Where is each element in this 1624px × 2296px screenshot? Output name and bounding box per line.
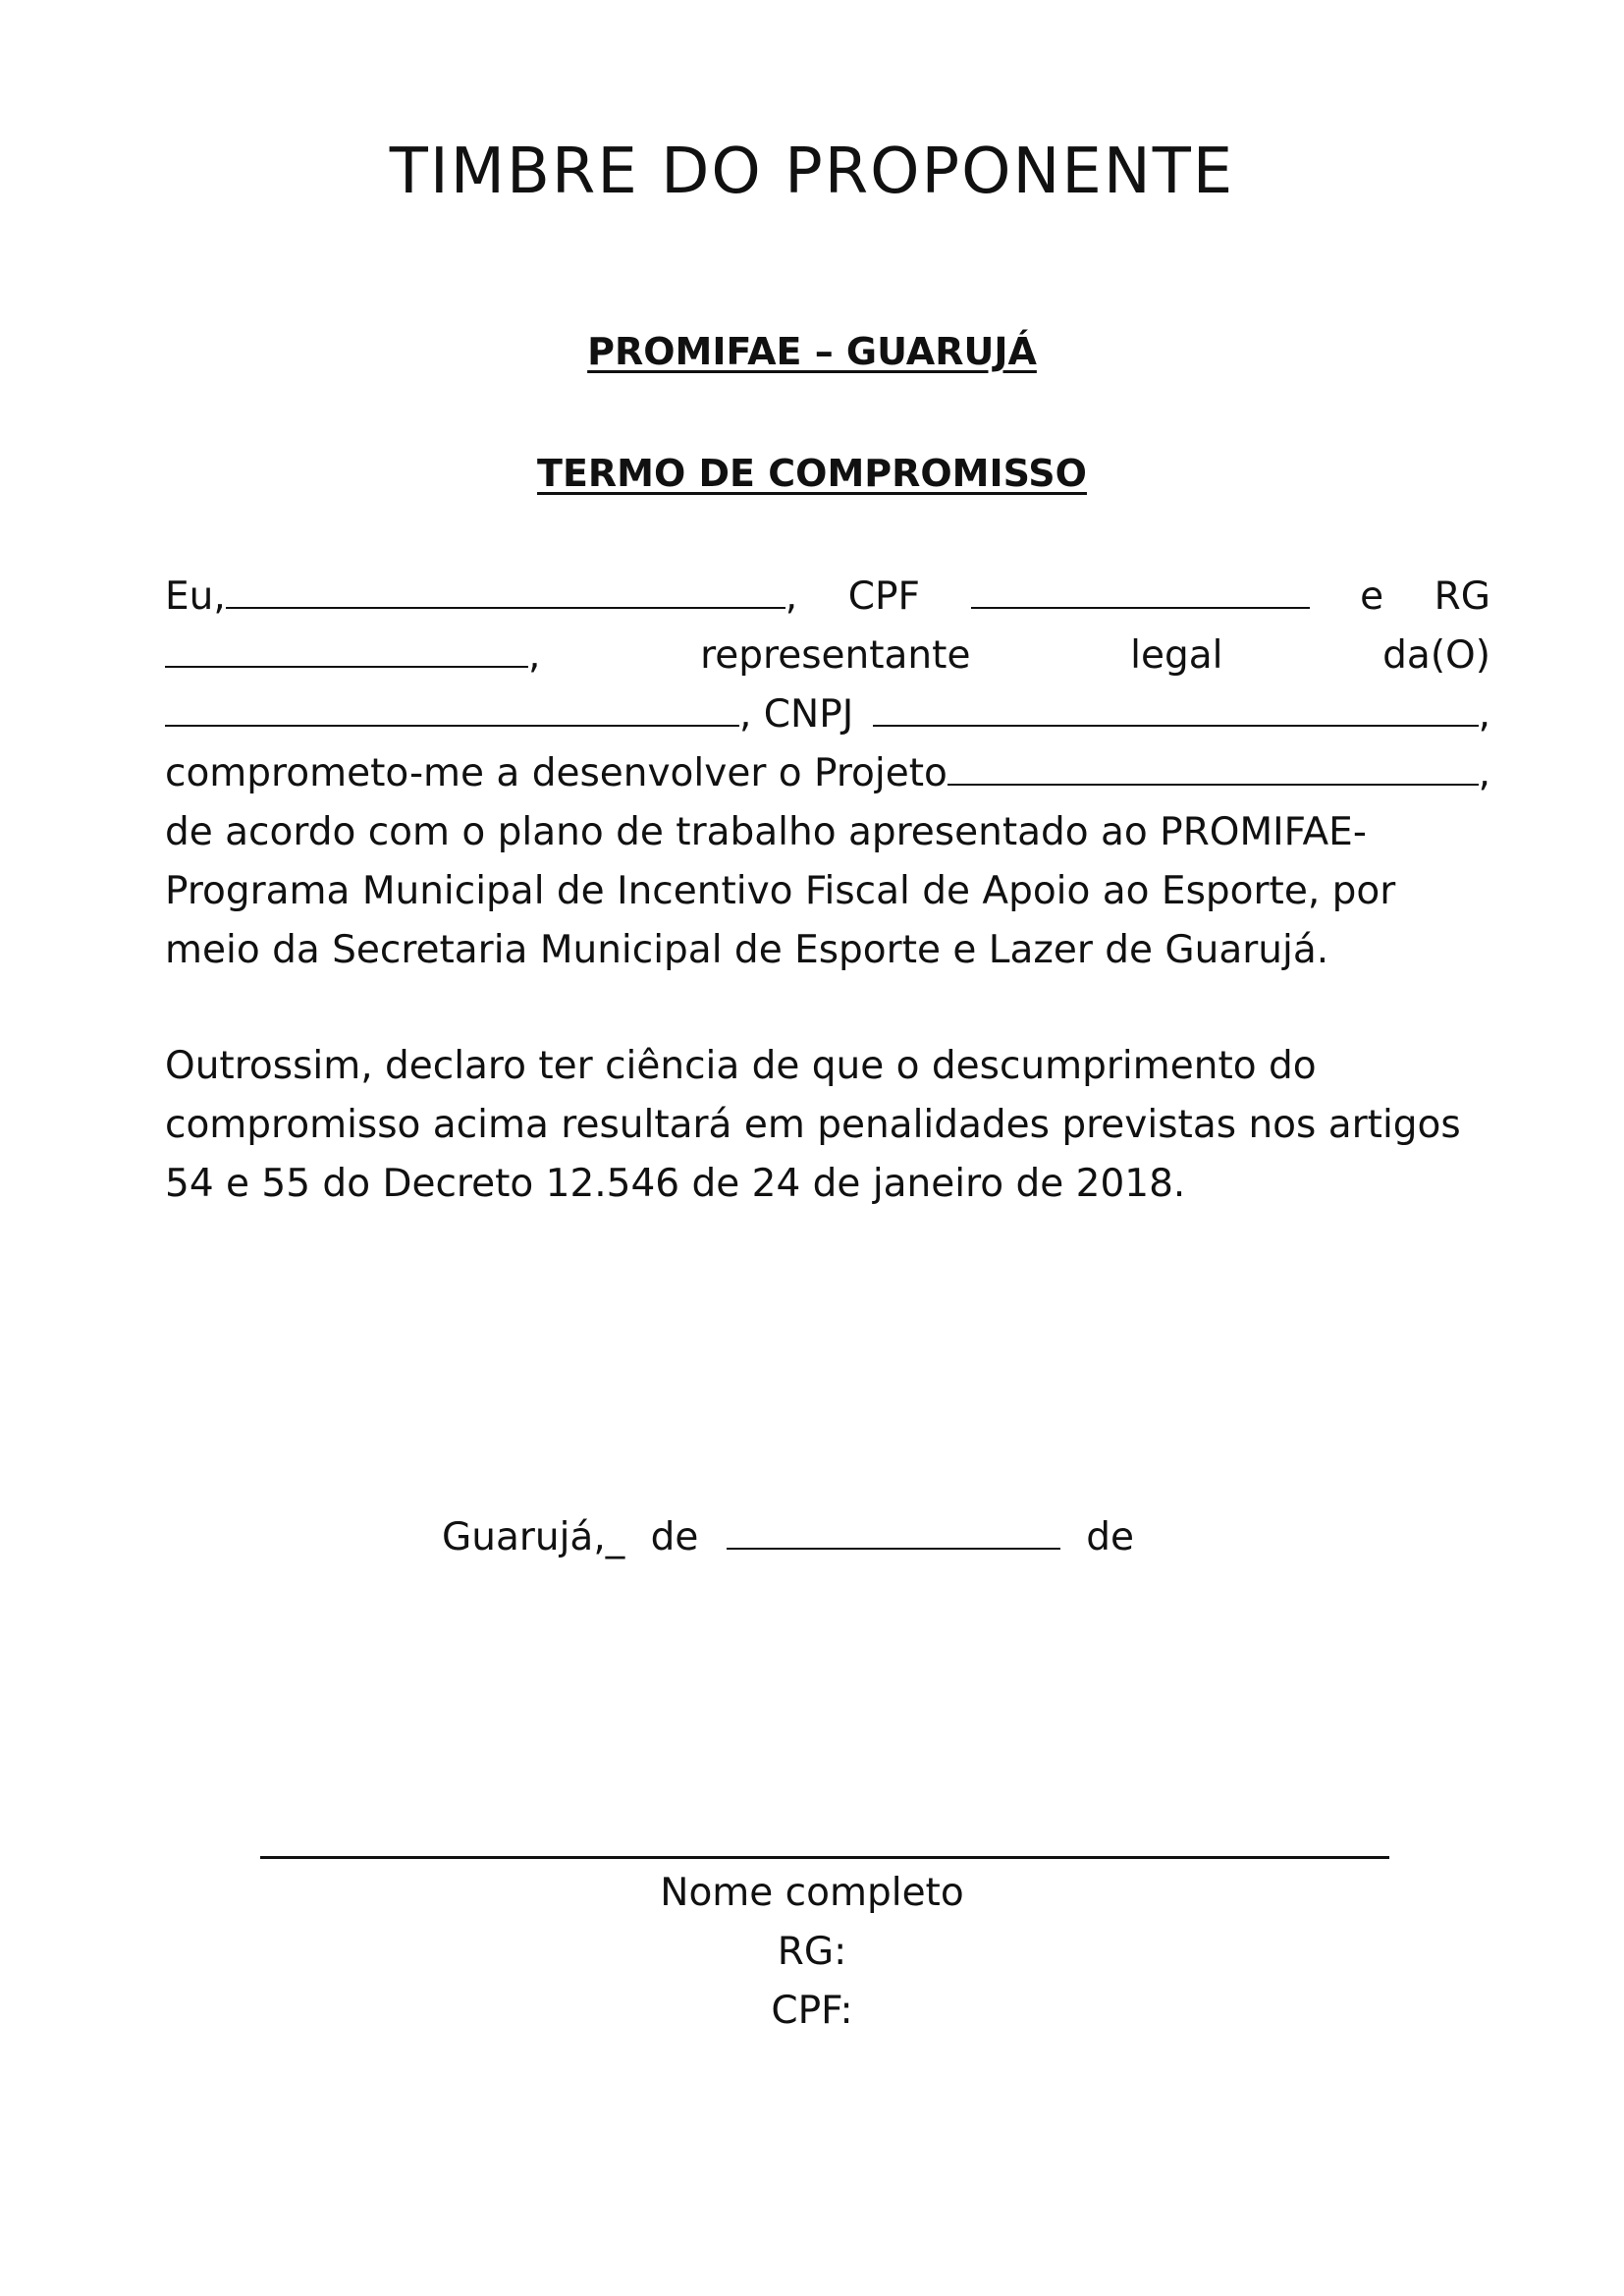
text-line: Outrossim, declaro ter ciência de que o descumprimento do (165, 1044, 1317, 1088)
paragraph1-line1 (165, 568, 1490, 627)
term-title: TERMO DE COMPROMISSO (537, 452, 1087, 495)
date-line (442, 1508, 1134, 1567)
text-line: meio da Secretaria Municipal de Esporte e Lazer de Guarujá. (165, 928, 1329, 972)
letterhead: TIMBRE DO PROPONENTE (389, 136, 1235, 208)
text-line: compromisso acima resultará em penalidades previstas nos artigos (165, 1103, 1461, 1147)
cpf-label: CPF (847, 574, 920, 619)
rg-label: RG (1434, 574, 1490, 619)
paragraph1-line3 (165, 685, 1490, 744)
eu-label: Eu, (165, 574, 226, 619)
paragraph2-line3 (165, 1155, 1490, 1214)
text-line: 54 e 55 do Decreto 12.546 de 24 de janeiro de 2018. (165, 1162, 1186, 1206)
paragraph1-line7 (165, 921, 1490, 980)
text-line: de acordo com o plano de trabalho apresentado ao PROMIFAE- (165, 810, 1367, 854)
comma: , (1478, 692, 1490, 737)
paragraph1-line6 (165, 862, 1490, 921)
signature-cpf: CPF: (771, 1989, 853, 2033)
signature-name: Nome completo (660, 1871, 964, 1915)
projeto-text: comprometo-me a desenvolver o Projeto (165, 751, 947, 795)
cpf-blank (971, 574, 1310, 609)
text-line: Programa Municipal de Incentivo Fiscal de Apoio ao Esporte, por (165, 869, 1396, 913)
name-blank (226, 574, 785, 609)
paragraph2-line2 (165, 1096, 1490, 1155)
cnpj-blank (873, 691, 1478, 727)
entity-blank (165, 691, 739, 727)
cnpj-label: , CNPJ (739, 692, 854, 737)
dao-word: da(O) (1382, 633, 1490, 678)
rg-blank (165, 632, 528, 668)
paragraph1-line4 (165, 744, 1490, 803)
projeto-blank (947, 750, 1479, 786)
paragraph1-line5 (165, 803, 1490, 862)
program-title: PROMIFAE – GUARUJÁ (587, 330, 1037, 373)
paragraph1-line2 (165, 627, 1490, 685)
comma: , (528, 633, 541, 678)
e-label: e (1360, 574, 1384, 619)
signature-line (260, 1856, 1389, 1859)
comma: , (785, 574, 798, 619)
month-blank (727, 1514, 1060, 1550)
paragraph2-line1 (165, 1037, 1490, 1096)
representante-word: representante (700, 633, 971, 678)
city-label: Guarujá,_ (442, 1515, 625, 1559)
de-label: de (1086, 1515, 1134, 1559)
comma: , (1478, 751, 1490, 795)
de-label: de (650, 1515, 699, 1559)
signature-rg: RG: (777, 1930, 847, 1974)
legal-word: legal (1130, 633, 1223, 678)
